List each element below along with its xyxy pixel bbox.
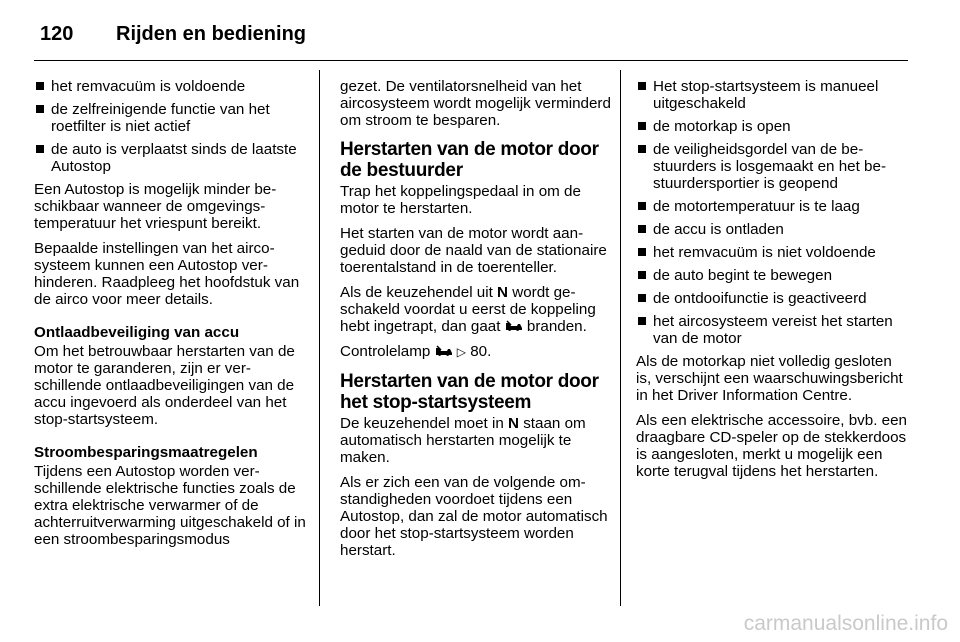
header-divider (34, 60, 908, 61)
paragraph: Trap het koppelingspedaal in om de motor te herstarten. (340, 183, 581, 217)
list-item: de motorkap is open (636, 118, 908, 135)
bullet-square-icon (638, 82, 646, 90)
page-title: Rijden en bediening (116, 22, 307, 45)
page-number: 120 (40, 22, 74, 45)
list-item: de auto begint te bewegen (636, 267, 908, 284)
list-item: Het stop-startsysteem is manueel uitgeschakeld (636, 78, 908, 112)
section-heading: Ontlaadbeveiliging van accu (34, 324, 240, 341)
paragraph: Om het betrouwbaar herstarten van de motor te garanderen, zijn er verschillende ontlaadbeveiligingen van de accu ingevoerd als onderdeel van het stop-startsysteem. (34, 343, 295, 428)
column-divider (319, 70, 320, 606)
column-2 (340, 78, 612, 567)
list-item: het remvacuüm is voldoende (34, 78, 306, 95)
bullet-square-icon (638, 145, 646, 153)
list-item: de ontdooifunctie is geactiveerd (636, 290, 908, 307)
paragraph: Als een elektrische accessoire, bvb. een draagbare CD-speler op de stekkerdoos is aangesloten, merkt u mogelijk een korte terugval tijdens het herstarten. (636, 412, 907, 480)
section-heading: Herstarten van de motor door de bestuurder (340, 139, 599, 181)
bullet-square-icon (36, 145, 44, 153)
list-item: de veiligheidsgordel van de bestuurders is losgemaakt en het bestuurdersportier is geopend (636, 141, 908, 192)
bullet-square-icon (638, 225, 646, 233)
paragraph: Een Autostop is mogelijk minder beschikbaar wanneer de omgevingstemperatuur het vriespunt bereikt. (34, 181, 277, 232)
column-3 (636, 78, 908, 488)
bullet-square-icon (638, 294, 646, 302)
bullet-square-icon (638, 122, 646, 130)
column-1 (34, 78, 306, 556)
paragraph: Het starten van de motor wordt aangeduid door de naald van de stationaire toerentalstand in de toerenteller. (340, 225, 607, 276)
list-item: de zelfreinigende functie van het roetfilter is niet actief (34, 101, 306, 135)
bullet-square-icon (638, 317, 646, 325)
paragraph: Bepaalde instellingen van het aircosysteem kunnen een Autostop verhinderen. Raadpleeg het hoofdstuk van de airco voor meer details. (34, 240, 300, 308)
bullet-square-icon (638, 271, 646, 279)
paragraph: Als de keuzehendel uit N wordt geschakeld voordat u eerst de koppeling hebt ingetrapt, dan gaat branden. (340, 284, 596, 335)
autostop-car-icon (435, 345, 453, 357)
bullet-square-icon (36, 82, 44, 90)
bullet-square-icon (638, 248, 646, 256)
list-item: de motortemperatuur is te laag (636, 198, 908, 215)
paragraph: De keuzehendel moet in N staan om automatisch herstarten mogelijk te maken. (340, 415, 586, 466)
paragraph: gezet. De ventilatorsnelheid van het aircosysteem wordt mogelijk verminderd om stroom te besparen. (340, 78, 611, 129)
bullet-square-icon (638, 202, 646, 210)
list-item: de accu is ontladen (636, 221, 908, 238)
watermark: carmanualsonline.info (743, 612, 948, 635)
column-divider (620, 70, 621, 606)
list-item: het remvacuüm is niet voldoende (636, 244, 908, 261)
paragraph: Tijdens een Autostop worden verschillende elektrische functies zoals de extra elektrische verwarmer of de achterruitverwarming uitgeschakeld of in een stroombesparingsmodus (34, 463, 306, 548)
list-item: de auto is verplaatst sinds de laatste Autostop (34, 141, 306, 175)
section-heading: Stroombesparingsmaatregelen (34, 444, 258, 461)
reference-triangle-icon: ▷ (456, 345, 467, 359)
section-heading: Herstarten van de motor door het stop-startsysteem (340, 371, 599, 413)
page-header (40, 14, 306, 54)
bullet-square-icon (36, 105, 44, 113)
paragraph: Als er zich een van de volgende omstandigheden voordoet tijdens een Autostop, dan zal de motor automatisch door het stop-startsysteem worden herstart. (340, 474, 608, 559)
list-item: het aircosysteem vereist het starten van de motor (636, 313, 908, 347)
paragraph: Als de motorkap niet volledig gesloten is, verschijnt een waarschuwingsbericht in het Driver Information Centre. (636, 353, 903, 404)
autostop-car-icon (505, 320, 523, 332)
paragraph: Controlelamp ▷ 80. (340, 343, 492, 360)
